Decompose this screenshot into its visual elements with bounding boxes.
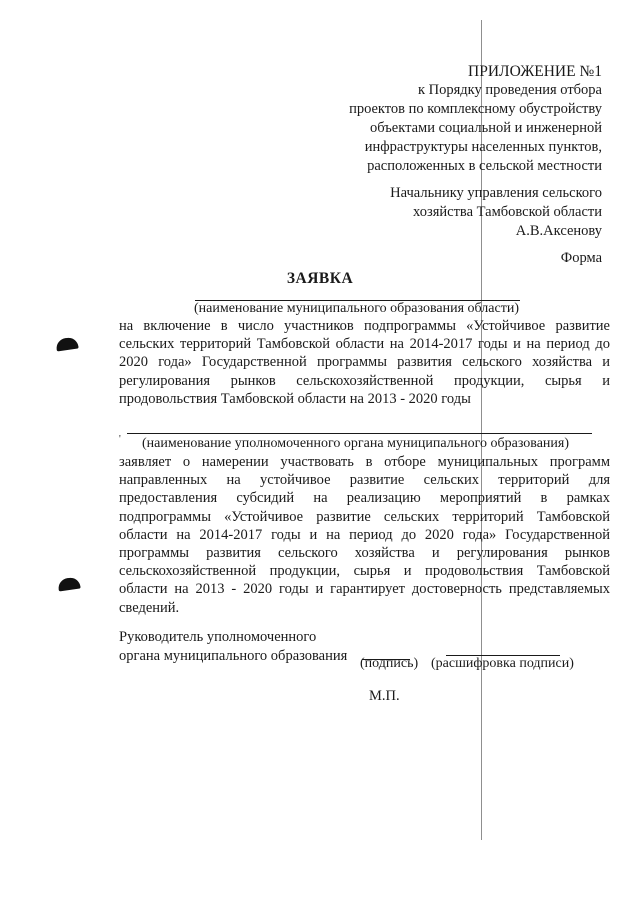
addressee-block — [390, 184, 602, 241]
stamp-placeholder: М.П. — [369, 688, 400, 704]
authorized-body-line — [127, 433, 592, 434]
punch-hole-mark — [55, 337, 78, 352]
appendix-title: ПРИЛОЖЕНИЕ №1 — [468, 63, 602, 80]
addressee-line: А.В.Аксенову — [515, 223, 602, 239]
signature-decode-caption: (расшифровка подписи) — [431, 656, 574, 671]
appendix-line: к Порядку проведения отбора — [417, 82, 602, 98]
signatory-line-2: органа муниципального образования — [119, 648, 348, 664]
appendix-block — [349, 62, 602, 176]
appendix-line: объектами социальной и инженерной — [370, 120, 602, 136]
appendix-line: расположенных в сельской местности — [367, 158, 602, 174]
appendix-line: инфраструктуры населенных пунктов, — [364, 139, 602, 155]
document-heading: ЗАЯВКА — [286, 270, 354, 287]
authorized-caption: (наименование уполномоченного органа муниципального образования) — [142, 436, 569, 451]
signatory-line-1: Руководитель уполномоченного — [119, 629, 317, 645]
addressee-line: Начальнику управления сельского — [390, 185, 602, 201]
municipality-caption: (наименование муниципального образования области) — [194, 301, 519, 316]
punch-hole-mark — [57, 577, 80, 592]
addressee-line: хозяйства Тамбовской области — [413, 204, 602, 220]
scan-tick-mark: ' — [119, 434, 121, 445]
paragraph-statement: заявляет о намерении участвовать в отборе муниципальных программ направленных на устойчивое развитие сельских территорий для предоставления субсидий на реализацию мероприятий в рамках подпрограммы «Устойчивое развитие сельских территорий Тамбовской области на 2014-2017 годы и на период до 2020 года» Государственной программы развития сельского хозяйства и регулирования рынков сельскохозяйственной продукции, сырья и продовольствия Тамбовской области на 2013 - 2020 годы и гарантирует достоверность представляемых сведений. — [119, 454, 610, 616]
paragraph-inclusion: на включение в число участников подпрограммы «Устойчивое развитие сельских территорий Тамбовской области на 2014-2017 годы и на период до 2020 года» Государственной программы развития сельского хозяйства и регулирования рынков сельскохозяйственной продукции, сырья и продовольствия Тамбовской области на 2013 - 2020 годы — [119, 318, 610, 407]
appendix-line: проектов по комплексному обустройству — [349, 101, 602, 117]
form-label: Форма — [560, 250, 602, 266]
signature-caption: (подпись) — [360, 656, 419, 671]
